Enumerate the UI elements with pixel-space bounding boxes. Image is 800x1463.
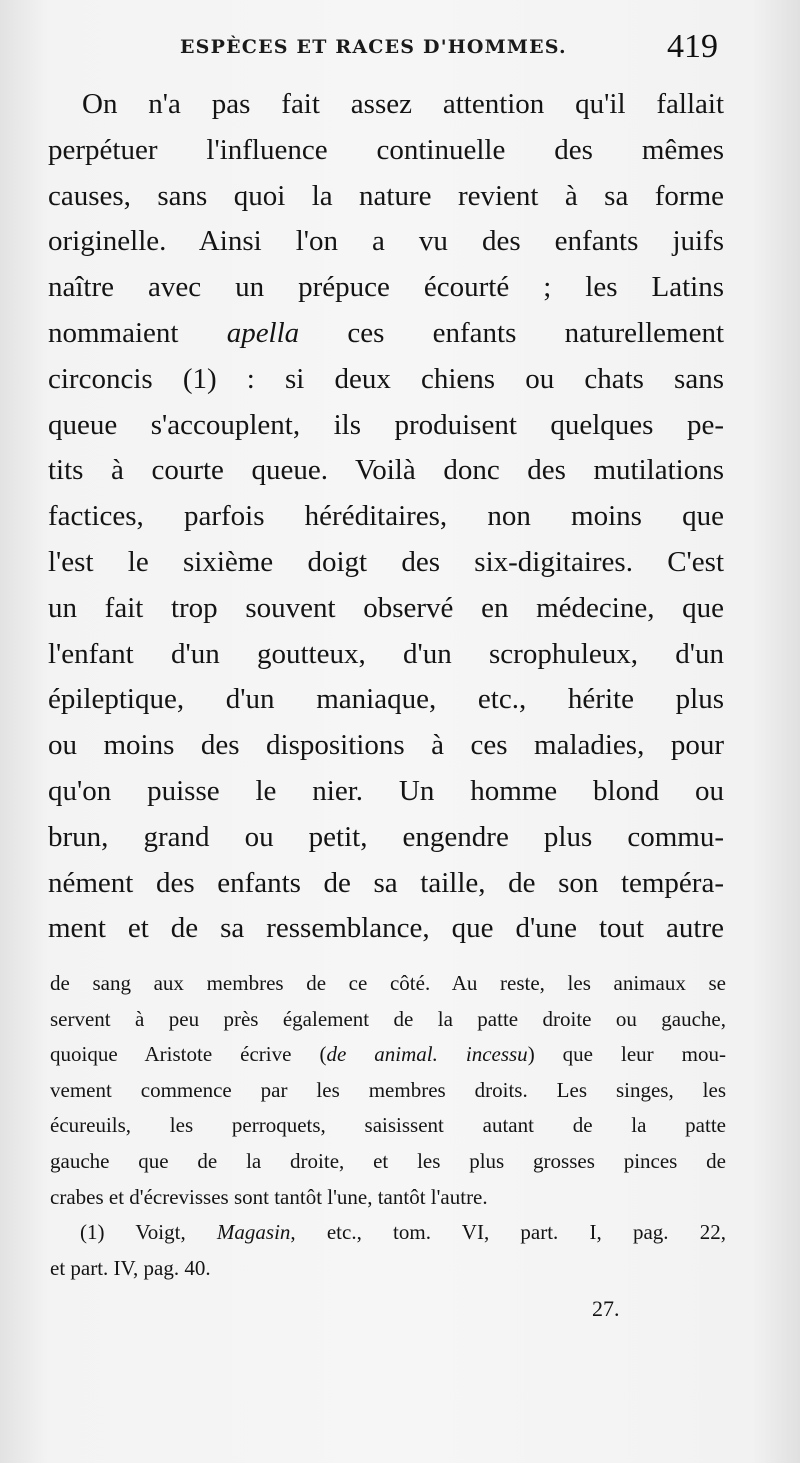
text-line: nément des enfants de sa taille, de son tempéra-	[48, 866, 724, 899]
text-line: perpétuer l'influence continuelle des mêmes	[48, 133, 724, 166]
text-span: , etc., tom. VI, part. I, pag. 22,	[290, 1220, 727, 1245]
text-line: qu'on puisse le nier. Un homme blond ou	[48, 774, 724, 807]
text-span: ces enfants naturellement	[299, 316, 724, 349]
footnote-line: de sang aux membres de ce côté. Au reste, les animaux se	[50, 971, 726, 995]
footnote-line: servent à peu près également de la patte droite ou gauche,	[50, 1006, 726, 1031]
text-line: causes, sans quoi la nature revient à sa forme	[48, 179, 724, 212]
text-line: On n'a pas fait assez attention qu'il fallait	[82, 88, 724, 120]
text-line: tits à courte queue. Voilà donc des mutilations	[48, 454, 724, 487]
text-line: queue s'accouplent, ils produisent quelques pe-	[48, 408, 724, 441]
text-line: ou moins des dispositions à ces maladies, pour	[48, 729, 724, 762]
text-line: l'enfant d'un goutteux, d'un scrophuleux, d'un	[48, 637, 724, 670]
footnote-line: gauche que de la droite, et les plus grosses pinces de	[50, 1148, 726, 1173]
text-line: l'est le sixième doigt des six-digitaires. C'est	[48, 545, 724, 578]
text-span: nommaient	[48, 316, 227, 349]
text-span: ) que leur mou-	[527, 1042, 726, 1067]
footnote-reference	[50, 1215, 726, 1251]
text-span: quoique Aristote écrive (	[50, 1042, 327, 1067]
text-line: circoncis (1) : si deux chiens ou chats sans	[48, 362, 724, 395]
italic-title: Magasin	[216, 1220, 291, 1245]
text-line: factices, parfois héréditaires, non moins que	[48, 500, 724, 533]
main-text	[48, 82, 724, 952]
footnote-line: crabes et d'écrevisses sont tantôt l'une, tantôt l'autre.	[50, 1184, 488, 1209]
footnote-line: vement commence par les membres droits. Les singes, les	[50, 1077, 726, 1102]
italic-term: apella	[226, 316, 300, 349]
footnote-line	[50, 1037, 726, 1073]
text-line: naître avec un prépuce écourté ; les Latins	[48, 271, 724, 304]
text-span: (1) Voigt,	[80, 1220, 217, 1245]
footnote-reference-line: et part. IV, pag. 40.	[50, 1255, 211, 1280]
running-head: ESPÈCES ET RACES D'HOMMES.	[180, 36, 567, 58]
text-line: un fait trop souvent observé en médecine, que	[48, 591, 724, 624]
text-line: brun, grand ou petit, engendre plus commu-	[48, 820, 724, 853]
text-line: ment et de sa ressemblance, que d'une tout autre	[48, 912, 724, 945]
text-line: épileptique, d'un maniaque, etc., hérite plus	[48, 683, 724, 716]
page-number: 419	[667, 28, 718, 65]
text-line: originelle. Ainsi l'on a vu des enfants juifs	[48, 225, 724, 258]
footnotes	[50, 966, 726, 1286]
italic-citation: de animal. incessu	[326, 1042, 528, 1067]
signature-mark: 27.	[592, 1296, 620, 1321]
text-line	[48, 311, 724, 357]
footnote-line: écureuils, les perroquets, saisissent autant de la patte	[50, 1113, 726, 1138]
